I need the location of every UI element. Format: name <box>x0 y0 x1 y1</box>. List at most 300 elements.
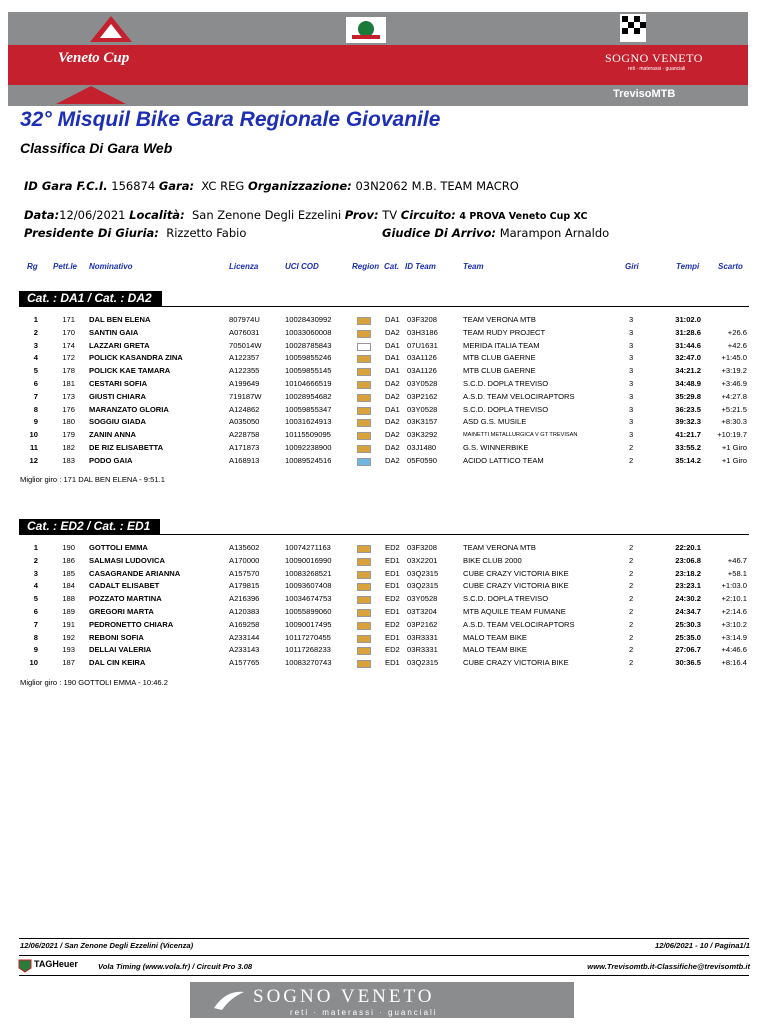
team-name: MERIDA ITALIA TEAM <box>463 340 540 350</box>
info-line-2 <box>24 208 587 222</box>
table-row <box>0 568 768 580</box>
bib-number: 170 <box>62 327 75 337</box>
rider-name: ZANIN ANNA <box>89 430 136 440</box>
sogno-veneto-logo: SOGNO VENETO <box>605 51 703 65</box>
region-flag-icon <box>357 609 371 617</box>
licence: A233144 <box>229 632 260 642</box>
gap: +3:10.2 <box>721 619 747 629</box>
data-label: Data: <box>24 208 60 222</box>
region-flag-icon <box>357 458 371 466</box>
rider-name: PODO GAIA <box>89 455 133 465</box>
gap: +4:27.8 <box>721 391 747 401</box>
header-banner <box>8 12 748 106</box>
licence: 705014W <box>229 340 262 350</box>
id-gara-value: 156874 <box>111 179 156 193</box>
bib-number: 178 <box>62 366 75 376</box>
licence: A122357 <box>229 353 260 363</box>
team-name: CUBE CRAZY VICTORIA BIKE <box>463 581 569 591</box>
time: 23:18.2 <box>675 568 701 578</box>
time: 24:34.7 <box>675 607 701 616</box>
team-id: 03H3186 <box>407 327 438 337</box>
presidente-label: Presidente Di Giuria: <box>24 226 159 240</box>
time: 34:21.2 <box>675 366 701 376</box>
category-label-ed: Cat. : ED2 / Cat. : ED1 <box>19 519 160 534</box>
uci-code: 10117268233 <box>285 645 331 655</box>
region-flag-icon <box>357 368 371 376</box>
table-row <box>0 365 768 377</box>
laps: 3 <box>629 430 634 440</box>
table-row <box>0 378 768 390</box>
prov-value: TV <box>382 208 398 222</box>
rider-name: POLICK KASANDRA ZINA <box>89 353 183 363</box>
laps: 2 <box>629 568 634 578</box>
region-flag-icon <box>357 596 371 604</box>
data-value: 12/06/2021 <box>59 208 126 222</box>
time: 27:06.7 <box>675 645 701 655</box>
rank: 1 <box>33 315 38 324</box>
localita-value: San Zenone Degli Ezzelini <box>191 208 342 222</box>
gap: +8:16.4 <box>721 658 747 668</box>
team-id: 03J1480 <box>407 443 437 452</box>
uci-code: 10031624913 <box>285 417 332 427</box>
licence: A076031 <box>229 327 260 337</box>
organizzazione-value: 03N2062 M.B. TEAM MACRO <box>355 179 519 193</box>
rider-name: DAL CIN KEIRA <box>89 658 146 668</box>
organizzazione-label: Organizzazione: <box>247 179 352 193</box>
info-line-1 <box>24 179 519 193</box>
laps: 2 <box>629 658 634 668</box>
category: DA2 <box>385 391 400 401</box>
uci-code: 10117270455 <box>285 632 331 642</box>
table-row <box>0 555 768 567</box>
bib-number: 182 <box>62 443 75 452</box>
rank: 8 <box>33 632 38 642</box>
region-flag-icon <box>357 394 371 402</box>
team-name: ACIDO LATTICO TEAM <box>463 455 544 465</box>
timing-text: Vola Timing (www.vola.fr) / Circuit Pro 3.08 <box>98 962 253 971</box>
table-row <box>0 580 768 592</box>
region-flag-icon <box>357 545 371 553</box>
bib-number: 192 <box>62 632 75 642</box>
sogno-veneto-wing-icon <box>212 988 246 1012</box>
licence: A135602 <box>229 543 260 552</box>
team-name: TEAM VERONA MTB <box>463 543 536 552</box>
rider-name: SALMASI LUDOVICA <box>89 555 165 565</box>
team-id: 03Q2315 <box>407 581 439 591</box>
gap: +1 Giro <box>721 455 747 465</box>
gap: +4:46.6 <box>721 645 747 655</box>
tag-heuer-shield-icon <box>18 959 32 973</box>
table-row <box>0 619 768 631</box>
team-name: BIKE CLUB 2000 <box>463 555 522 565</box>
header-scarto: Scarto <box>718 262 743 271</box>
gap: +3:14.9 <box>721 632 747 642</box>
category: ED1 <box>385 568 400 578</box>
gap: +3:46.9 <box>721 379 747 388</box>
rider-name: PEDRONETTO CHIARA <box>89 619 174 629</box>
time: 22:20.1 <box>675 543 701 552</box>
uci-code: 10093607408 <box>285 581 332 591</box>
bib-number: 172 <box>62 353 75 363</box>
bib-number: 185 <box>62 568 75 578</box>
uci-code: 10074271163 <box>285 543 331 552</box>
team-name: MTB CLUB GAERNE <box>463 366 536 376</box>
region-flag-icon <box>357 622 371 630</box>
laps: 2 <box>629 443 634 452</box>
giudice-value: Marampon Arnaldo <box>499 226 610 240</box>
team-name: A.S.D. TEAM VELOCIRAPTORS <box>463 391 575 401</box>
team-name: MALO TEAM BIKE <box>463 632 528 642</box>
rider-name: SOGGIU GIADA <box>89 417 146 427</box>
rank: 2 <box>33 555 38 565</box>
team-name: CUBE CRAZY VICTORIA BIKE <box>463 568 569 578</box>
team-name: MALO TEAM BIKE <box>463 645 528 655</box>
laps: 2 <box>629 555 634 565</box>
presidente-line <box>24 226 246 240</box>
bib-number: 187 <box>62 658 75 668</box>
header-giri: Giri <box>625 262 639 271</box>
laps: 2 <box>629 619 634 629</box>
region-flag-icon <box>357 343 371 351</box>
licence: A170000 <box>229 555 260 565</box>
licence: A228758 <box>229 430 260 440</box>
bib-number: 183 <box>62 455 75 465</box>
region-flag-icon <box>357 445 371 453</box>
laps: 2 <box>629 632 634 642</box>
region-flag-icon <box>357 330 371 338</box>
bib-number: 190 <box>62 543 75 552</box>
bib-number: 189 <box>62 607 75 616</box>
rank: 1 <box>33 543 38 552</box>
uci-code: 10059855347 <box>285 404 332 414</box>
time: 36:23.5 <box>675 404 701 414</box>
gara-label: Gara: <box>158 179 195 193</box>
team-name: CUBE CRAZY VICTORIA BIKE <box>463 658 569 668</box>
veneto-cup-pattern-icon <box>56 86 126 104</box>
localita-label: Località: <box>129 208 185 222</box>
bib-number: 181 <box>62 379 75 388</box>
licence: A233143 <box>229 645 260 655</box>
rank: 5 <box>33 594 38 604</box>
category-label-da: Cat. : DA1 / Cat. : DA2 <box>19 291 162 306</box>
header-team: Team <box>463 262 484 271</box>
time: 31:28.6 <box>675 327 701 337</box>
team-id: 03K3292 <box>407 430 438 440</box>
uci-code: 10034674753 <box>285 594 332 604</box>
best-lap-da: Miglior giro : 171 DAL BEN ELENA - 9:51.1 <box>20 475 165 484</box>
fci-logo-icon <box>346 17 386 43</box>
bib-number: 176 <box>62 404 75 414</box>
uci-code: 10090016990 <box>285 555 332 565</box>
site-text: www.Trevisomtb.it-Classifiche@trevisomtb.it <box>587 962 750 971</box>
rider-name: CASAGRANDE ARIANNA <box>89 568 181 578</box>
rider-name: DE RIZ ELISABETTA <box>89 443 164 452</box>
gap: +2:10.1 <box>721 594 747 604</box>
region-flag-icon <box>357 317 371 325</box>
licence: A216396 <box>229 594 260 604</box>
rider-name: LAZZARI GRETA <box>89 340 150 350</box>
rank: 3 <box>33 340 38 350</box>
laps: 3 <box>629 353 634 363</box>
footer-divider <box>19 975 749 976</box>
laps: 3 <box>629 315 634 324</box>
team-id: 03P2162 <box>407 619 438 629</box>
bib-number: 174 <box>62 340 75 350</box>
table-row <box>0 404 768 416</box>
tag-heuer-logo: TAGHeuer <box>34 959 78 969</box>
team-id: 03R3331 <box>407 645 438 655</box>
category: DA1 <box>385 353 400 363</box>
table-row <box>0 542 768 554</box>
category: ED1 <box>385 632 400 642</box>
footer-right: 12/06/2021 - 10 / Pagina1/1 <box>655 941 750 950</box>
region-flag-icon <box>357 558 371 566</box>
rider-name: DELLAI VALERIA <box>89 645 152 655</box>
bottom-sogno-logo: SOGNO VENETO <box>253 986 435 1007</box>
table-row <box>0 352 768 364</box>
sogno-veneto-subtitle: reti · materassi · guanciali <box>628 66 686 72</box>
rank: 3 <box>33 568 38 578</box>
gap: +58.1 <box>727 568 747 578</box>
category: DA1 <box>385 340 400 350</box>
team-name: A.S.D. TEAM VELOCIRAPTORS <box>463 619 575 629</box>
bib-number: 191 <box>62 619 75 629</box>
bib-number: 173 <box>62 391 75 401</box>
uci-code: 10059855145 <box>285 366 332 376</box>
header-nominativo: Nominativo <box>89 262 133 271</box>
licence: A124862 <box>229 404 260 414</box>
gap: +8:30.3 <box>721 417 747 427</box>
time: 39:32.3 <box>675 417 701 427</box>
uci-code: 10083270743 <box>285 658 332 668</box>
uci-code: 10089524516 <box>285 455 332 465</box>
table-row <box>0 340 768 352</box>
rank: 7 <box>33 391 38 401</box>
gap: +26.6 <box>727 327 747 337</box>
laps: 2 <box>629 607 634 616</box>
laps: 2 <box>629 594 634 604</box>
table-row <box>0 644 768 656</box>
gap: +1:45.0 <box>721 353 747 363</box>
rank: 10 <box>29 658 38 668</box>
bib-number: 186 <box>62 555 75 565</box>
team-id: 03R3331 <box>407 632 438 642</box>
gap: +1 Giro <box>721 443 747 452</box>
licence: 719187W <box>229 391 262 401</box>
region-flag-icon <box>357 635 371 643</box>
category: ED2 <box>385 594 400 604</box>
bib-number: 180 <box>62 417 75 427</box>
gap: +5:21.5 <box>721 404 747 414</box>
table-row <box>0 455 768 467</box>
rider-name: POLICK KAE TAMARA <box>89 366 171 376</box>
rank: 9 <box>33 417 38 427</box>
laps: 2 <box>629 543 634 552</box>
team-id: 03Y0528 <box>407 379 438 388</box>
header-uci: UCI COD <box>285 262 319 271</box>
category: ED1 <box>385 658 400 668</box>
category: DA2 <box>385 455 400 465</box>
team-name: TEAM RUDY PROJECT <box>463 327 546 337</box>
region-flag-icon <box>357 432 371 440</box>
rank: 7 <box>33 619 38 629</box>
header-cat: Cat. <box>384 262 400 271</box>
uci-code: 10059855246 <box>285 353 332 363</box>
category: DA1 <box>385 366 400 376</box>
bib-number: 171 <box>62 315 75 324</box>
table-row <box>0 593 768 605</box>
laps: 3 <box>629 379 634 388</box>
team-name: S.C.D. DOPLA TREVISO <box>463 594 549 604</box>
region-flag-icon <box>357 647 371 655</box>
id-gara-label: ID Gara F.C.I. <box>24 179 108 193</box>
category: ED1 <box>385 581 400 591</box>
rider-name: DAL BEN ELENA <box>89 315 151 324</box>
veneto-cup-logo: Veneto Cup <box>58 50 130 66</box>
team-id: 03Q2315 <box>407 568 439 578</box>
page-subtitle: Classifica Di Gara Web <box>20 140 173 156</box>
team-name: ASD G.S. MUSILE <box>463 417 527 427</box>
region-flag-icon <box>357 355 371 363</box>
region-flag-icon <box>357 381 371 389</box>
licence: A035050 <box>229 417 260 427</box>
uci-code: 10090017495 <box>285 619 332 629</box>
licence: A199649 <box>229 379 260 388</box>
uci-code: 10092238900 <box>285 443 332 452</box>
table-row <box>0 632 768 644</box>
presidente-value: Rizzetto Fabio <box>166 226 247 240</box>
rider-name: GREGORI MARTA <box>89 607 154 616</box>
category-divider <box>19 534 749 535</box>
table-row <box>0 391 768 403</box>
category: ED1 <box>385 607 400 616</box>
bib-number: 184 <box>62 581 75 591</box>
team-id: 07U1631 <box>407 340 438 350</box>
treviso-mtb-logo: TrevisoMTB <box>613 88 676 100</box>
circuito-label: Circuito: <box>400 208 456 222</box>
uci-code: 10033060008 <box>285 327 332 337</box>
time: 35:29.8 <box>675 391 701 401</box>
rider-name: CESTARI SOFIA <box>89 379 148 388</box>
rider-name: SANTIN GAIA <box>89 327 139 337</box>
table-row <box>0 429 768 441</box>
time: 24:30.2 <box>675 594 701 604</box>
licence: A157570 <box>229 568 260 578</box>
licence: A168913 <box>229 455 260 465</box>
laps: 2 <box>629 455 634 465</box>
laps: 3 <box>629 366 634 376</box>
category: DA2 <box>385 430 400 440</box>
rider-name: CADALT ELISABET <box>89 581 160 591</box>
table-row <box>0 416 768 428</box>
region-flag-icon <box>357 407 371 415</box>
uci-code: 10083268521 <box>285 568 332 578</box>
gap: +1:03.0 <box>721 581 747 591</box>
rank: 6 <box>33 607 38 616</box>
team-name: TEAM VERONA MTB <box>463 315 536 324</box>
rank: 4 <box>33 353 38 363</box>
team-name: S.C.D. DOPLA TREVISO <box>463 379 549 388</box>
licence: 807974U <box>229 315 260 324</box>
table-row <box>0 442 768 454</box>
time: 23:06.8 <box>675 555 701 565</box>
category: ED1 <box>385 555 400 565</box>
team-name: MAINETTI METALLURGICA V GT TREVISAN <box>463 432 578 439</box>
uci-code: 10028430992 <box>285 315 332 324</box>
best-lap-ed: Miglior giro : 190 GOTTOLI EMMA - 10:46.2 <box>20 678 168 687</box>
bottom-sponsor-banner <box>190 982 574 1018</box>
laps: 3 <box>629 417 634 427</box>
licence: A171873 <box>229 443 260 452</box>
circuito-value: 4 PROVA Veneto Cup XC <box>459 211 588 222</box>
team-id: 03Y0528 <box>407 594 438 604</box>
rank: 2 <box>33 327 38 337</box>
time: 33:55.2 <box>675 443 701 452</box>
category: DA2 <box>385 327 400 337</box>
time: 34:48.9 <box>675 379 701 388</box>
category-divider <box>19 306 749 307</box>
laps: 2 <box>629 581 634 591</box>
time: 25:35.0 <box>675 632 701 642</box>
gap: +3:19.2 <box>721 366 747 376</box>
licence: A120383 <box>229 607 260 616</box>
region-flag-icon <box>357 583 371 591</box>
team-name: MTB AQUILE TEAM FUMANE <box>463 607 566 616</box>
bottom-sogno-subtitle: reti · materassi · guanciali <box>290 1008 438 1017</box>
rank: 11 <box>29 443 38 452</box>
bib-number: 193 <box>62 645 75 655</box>
team-id: 03F3208 <box>407 543 437 552</box>
header-rg: Rg <box>27 262 38 271</box>
laps: 3 <box>629 404 634 414</box>
table-row <box>0 606 768 618</box>
gap: +42.6 <box>727 340 747 350</box>
team-id: 03K3157 <box>407 417 438 427</box>
team-id: 03Q2315 <box>407 658 439 668</box>
uci-code: 10055899060 <box>285 607 332 616</box>
time: 31:44.6 <box>675 340 701 350</box>
uci-code: 10104666519 <box>285 379 332 388</box>
table-row <box>0 314 768 326</box>
team-name: MTB CLUB GAERNE <box>463 353 536 363</box>
team-id: 03F3208 <box>407 315 437 324</box>
rank: 10 <box>29 430 38 440</box>
gap: +10:19.7 <box>717 430 747 440</box>
bib-number: 188 <box>62 594 75 604</box>
team-name: G.S. WINNERBIKE <box>463 443 529 452</box>
chequered-flag-icon <box>620 14 646 42</box>
category: DA1 <box>385 404 400 414</box>
uci-code: 10115509095 <box>285 430 331 440</box>
rank: 8 <box>33 404 38 414</box>
laps: 3 <box>629 340 634 350</box>
laps: 3 <box>629 391 634 401</box>
table-row <box>0 657 768 669</box>
region-flag-icon <box>357 571 371 579</box>
time: 41:21.7 <box>675 430 701 440</box>
header-idteam: ID Team <box>405 262 436 271</box>
licence: A122355 <box>229 366 260 376</box>
rider-name: REBONI SOFIA <box>89 632 144 642</box>
time: 32:47.0 <box>675 353 701 363</box>
rider-name: MARANZATO GLORIA <box>89 404 169 414</box>
bib-number: 179 <box>62 430 75 440</box>
time: 23:23.1 <box>675 581 701 591</box>
gap: +46.7 <box>727 555 747 565</box>
laps: 3 <box>629 327 634 337</box>
team-id: 03A1126 <box>407 366 437 376</box>
region-flag-icon <box>357 660 371 668</box>
